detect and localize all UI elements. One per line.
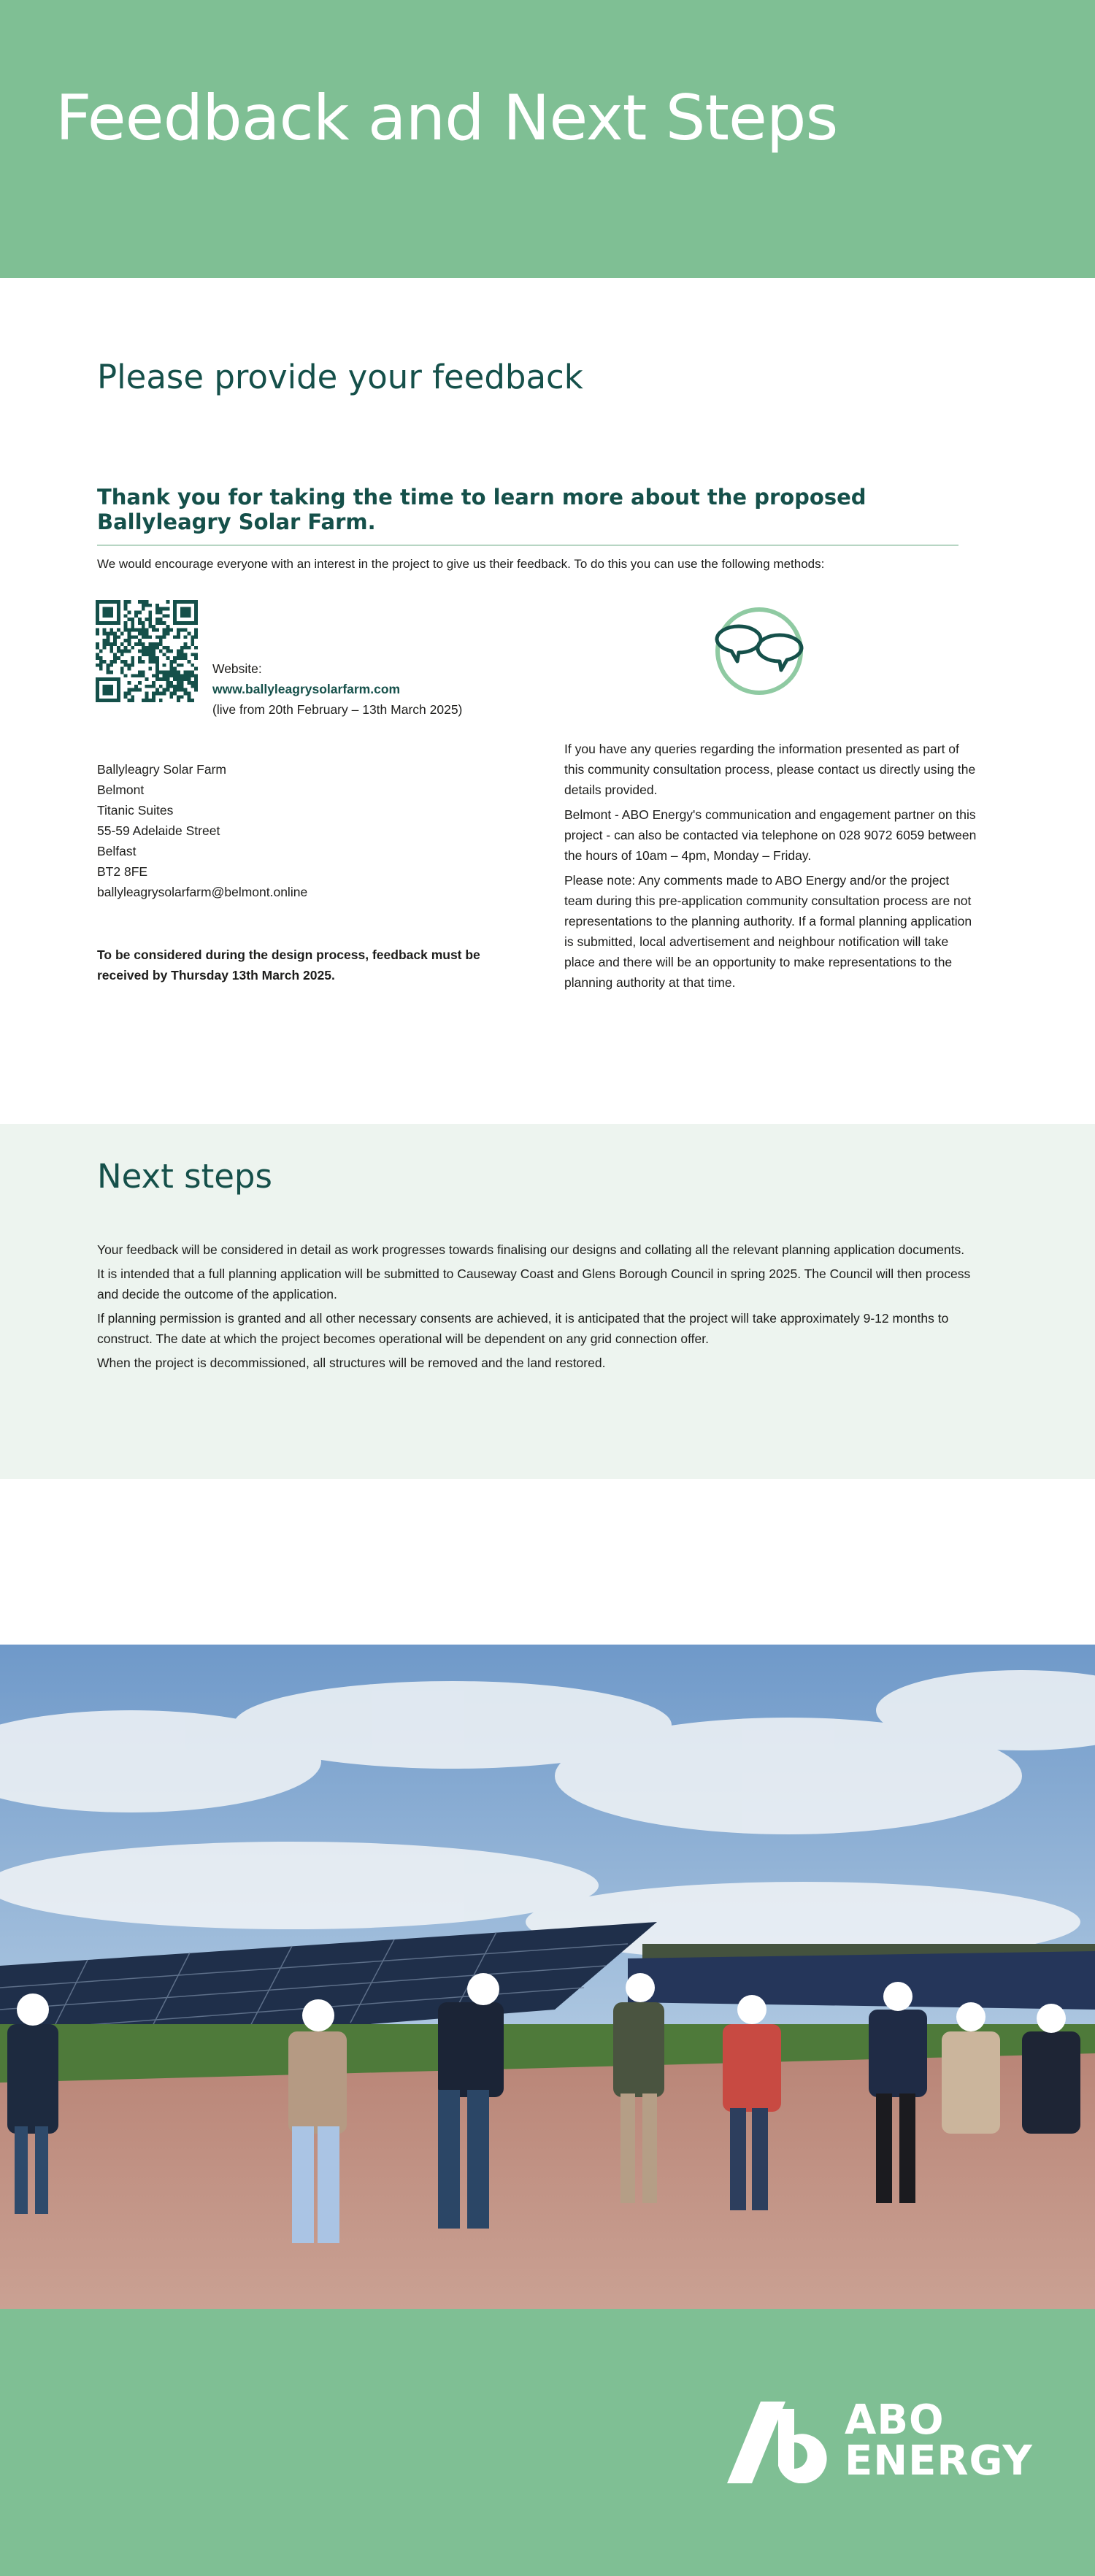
queries-text [564, 739, 980, 997]
next-steps-paragraph: Your feedback will be considered in detail as work progresses towards finalising our designs and collating all the relevant planning application documents. [97, 1242, 965, 1257]
address-line: Belfast [97, 844, 137, 858]
address-line: 55-59 Adelaide Street [97, 823, 220, 838]
page-title: Feedback and Next Steps [55, 82, 838, 155]
website-label: Website: [212, 661, 262, 676]
next-steps-heading: Next steps [97, 1157, 272, 1196]
address-line: Ballyleagry Solar Farm [97, 762, 226, 777]
address-line: BT2 8FE [97, 864, 148, 879]
next-steps-text [97, 1239, 988, 1377]
abo-energy-logo-text [845, 2396, 1033, 2485]
address-line: Titanic Suites [97, 803, 174, 818]
website-live-dates: (live from 20th February – 13th March 2025) [212, 702, 463, 717]
belmont-contact-paragraph: Belmont - ABO Energy's communication and engagement partner on this project - can also be contacted via telephone on 028 9072 6059 between the hours of 10am – 4pm, Monday – Friday. [564, 807, 977, 863]
solar-farm-photo [0, 1645, 1095, 2309]
deadline-note: To be considered during the design process, feedback must be received by Thursday 13th March 2025. [97, 947, 480, 983]
next-steps-paragraph: It is intended that a full planning application will be submitted to Causeway Coast and Glens Borough Council in spring 2025. The Council will then process and decide the outcome of the application. [97, 1266, 971, 1302]
website-link[interactable]: www.ballyleagrysolarfarm.com [212, 682, 401, 696]
thanks-heading: Thank you for taking the time to learn more about the proposed Ballyleagry Solar Farm. [97, 485, 958, 546]
qr-code[interactable] [96, 600, 198, 702]
website-block [212, 658, 462, 720]
chat-bubbles-icon [707, 606, 812, 696]
next-steps-paragraph: If planning permission is granted and all other necessary consents are achieved, it is anticipated that the project will take approximately 9-12 months to construct. The date at which the project becomes operational will be dependent on any grid connection offer. [97, 1311, 949, 1346]
next-steps-paragraph: When the project is decommissioned, all structures will be removed and the land restored. [97, 1356, 606, 1370]
contact-email[interactable]: ballyleagrysolarfarm@belmont.online [97, 885, 308, 899]
postal-address [97, 759, 307, 902]
please-note-paragraph: Please note: Any comments made to ABO Energy and/or the project team during this pre-application community consultation process are not representations to the planning authority. If a formal planning application is submitted, local advertisement and neighbour notification will take place and there will be an opportunity to make representations to the planning authority at that time. [564, 873, 972, 990]
feedback-intro: We would encourage everyone with an interest in the project to give us their feedback. To do this you can use the following methods: [97, 557, 825, 571]
abo-logo-icon [727, 2402, 829, 2483]
address-line: Belmont [97, 783, 145, 797]
feedback-heading: Please provide your feedback [97, 358, 583, 396]
logo-line-energy: ENERGY [845, 2437, 1033, 2485]
queries-paragraph: If you have any queries regarding the information presented as part of this community consultation process, please contact us directly using the details provided. [564, 742, 976, 797]
logo-line-abo: ABO [845, 2396, 945, 2444]
